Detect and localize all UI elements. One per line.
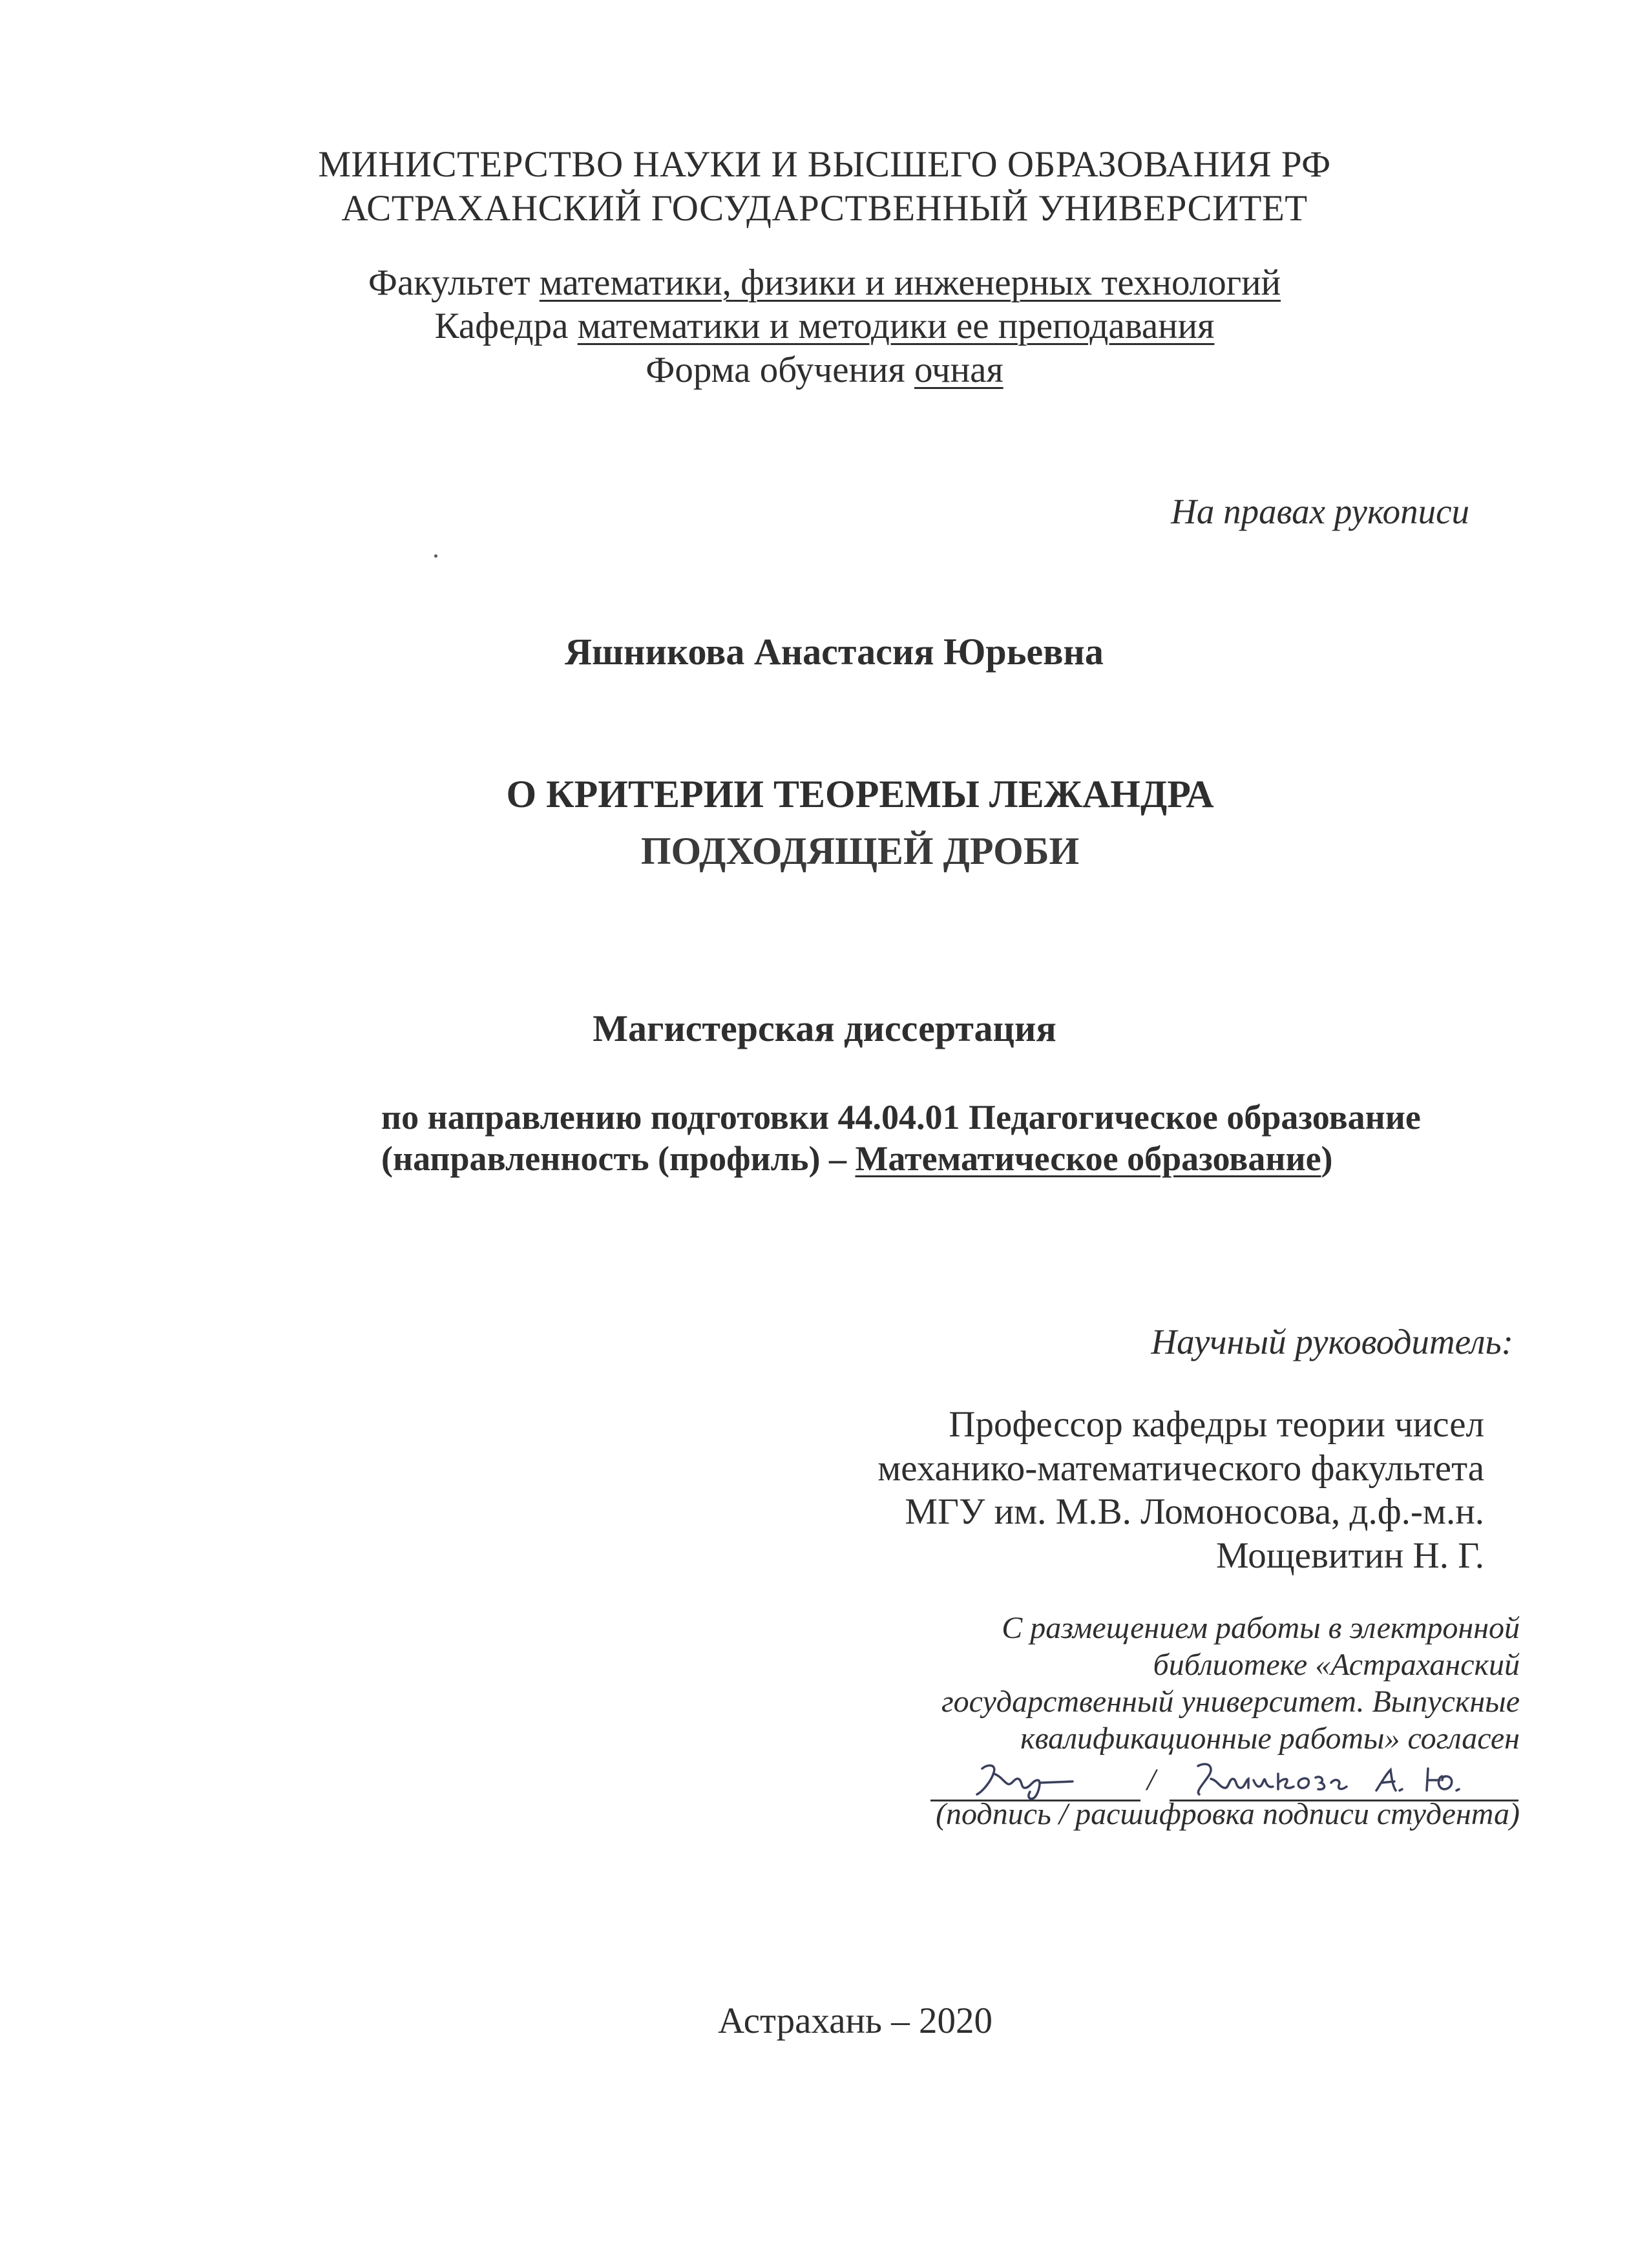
department-label: Кафедра [434, 306, 578, 346]
work-type: Магистерская диссертация [593, 1007, 1056, 1049]
advisor-line-3: МГУ им. М.В. Ломоносова, д.ф.-м.н. [905, 1491, 1484, 1532]
thesis-title-line-2: ПОДХОДЯЩЕЙ ДРОБИ [640, 830, 1080, 872]
direction-prefix: (направленность (профиль) – [381, 1139, 856, 1178]
faculty-label: Факультет [368, 262, 540, 303]
ministry-heading: МИНИСТЕРСТВО НАУКИ И ВЫСШЕГО ОБРАЗОВАНИЯ РФ [318, 144, 1331, 185]
study-form-label: Форма обучения [646, 350, 914, 390]
faculty-value: математики, физики и инженерных технологий [539, 262, 1281, 303]
consent-line-4: квалификационные работы» согласен [1020, 1721, 1520, 1756]
manuscript-note: На правах рукописи [1171, 492, 1469, 531]
city-year: Астрахань – 2020 [718, 2000, 993, 2041]
study-form-value: очная [914, 350, 1003, 390]
faculty-line [0, 262, 1649, 304]
direction-profile: Математическое образование [855, 1139, 1321, 1178]
department-line [0, 305, 1649, 347]
consent-line-2: библиотеке «Астраханский [1153, 1648, 1520, 1682]
advisor-heading: Научный руководитель: [1151, 1322, 1513, 1361]
advisor-line-2: механико-математического факультета [877, 1448, 1484, 1489]
thesis-title-line-1: О КРИТЕРИИ ТЕОРЕМЫ ЛЕЖАНДРА [506, 773, 1214, 815]
consent-line-3: государственный университет. Выпускные [941, 1685, 1520, 1719]
advisor-name: Мощевитин Н. Г. [1216, 1535, 1484, 1576]
scan-speck [434, 554, 437, 558]
author-name: Яшникова Анастасия Юрьевна [565, 631, 1104, 673]
department-value: математики и методики ее преподавания [577, 306, 1215, 346]
signature-caption: (подпись / расшифровка подписи студента) [936, 1797, 1520, 1831]
advisor-line-1: Профессор кафедры теории чисел [949, 1404, 1484, 1445]
university-heading: АСТРАХАНСКИЙ ГОСУДАРСТВЕННЫЙ УНИВЕРСИТЕТ [341, 188, 1308, 229]
consent-line-1: С размещением работы в электронной [1002, 1611, 1520, 1645]
direction-line-1: по направлению подготовки 44.04.01 Педагогическое образование [381, 1098, 1421, 1137]
study-form-line [0, 349, 1649, 391]
signature-slash: / [1147, 1763, 1156, 1797]
direction-line-2 [381, 1139, 1333, 1179]
direction-suffix: ) [1321, 1139, 1333, 1178]
